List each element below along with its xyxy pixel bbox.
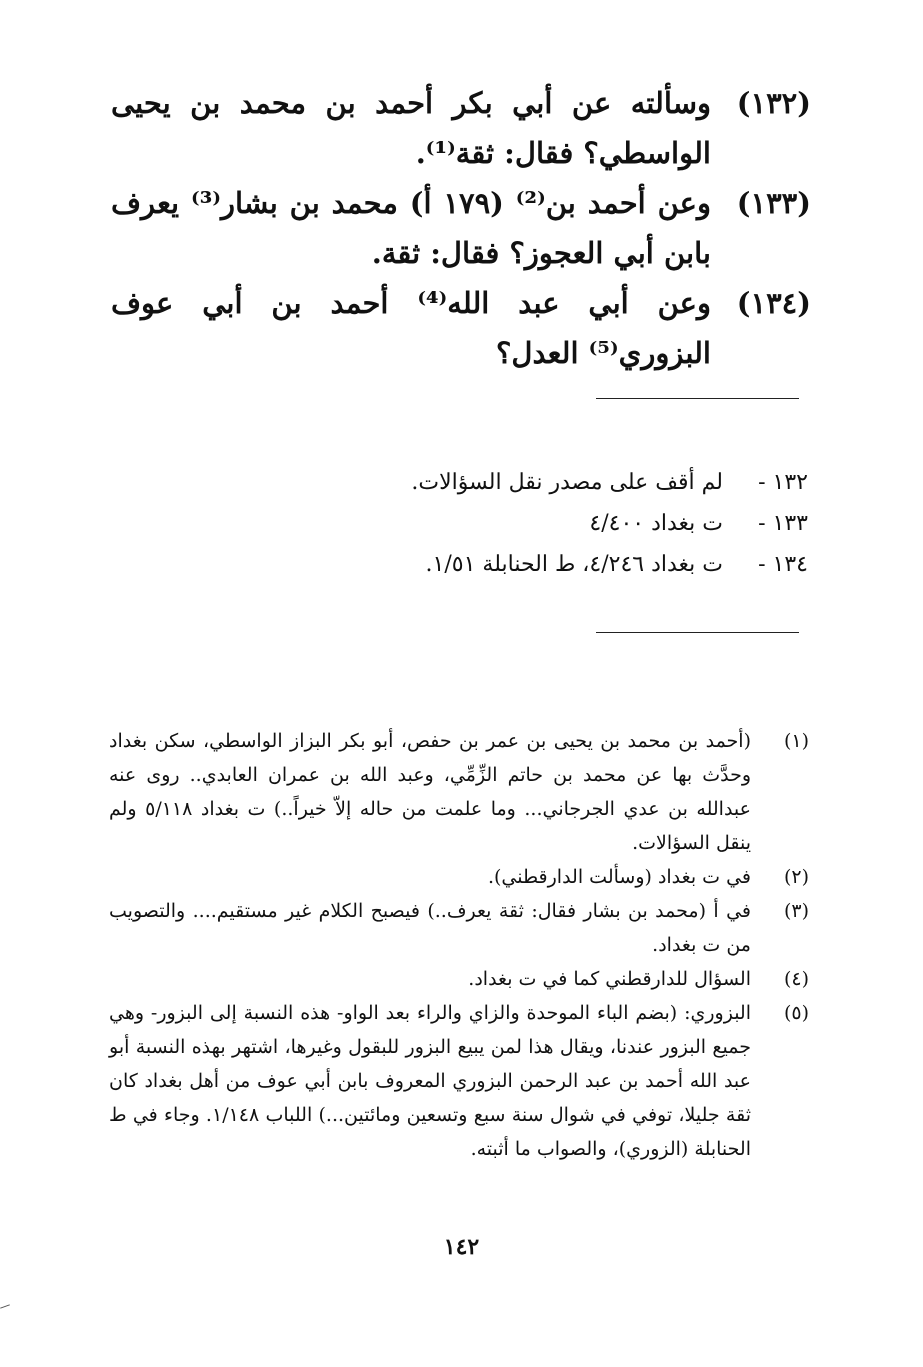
source-text: ت بغداد ٤/٤٠٠ xyxy=(589,511,723,536)
footnote-2 xyxy=(109,860,809,894)
footnote-divider xyxy=(596,632,799,633)
source-text: ت بغداد ٤/٢٤٦، ط الحنابلة ١/٥١. xyxy=(425,552,723,577)
entry-133 xyxy=(111,178,811,278)
entry-text: وعن أحمد بن⁽²⁾ (١٧٩ أ) محمد بن بشار⁽³⁾ يعرف بابن أبي العجوز؟ فقال: ثقة. xyxy=(111,186,711,270)
footnote-1 xyxy=(109,724,809,860)
entry-134 xyxy=(111,278,811,378)
entry-number: (١٣٤) xyxy=(736,286,811,320)
entry-text: وعن أبي عبد الله⁽⁴⁾ أحمد بن أبي عوف البزوري⁽⁵⁾ العدل؟ xyxy=(111,286,711,370)
footnote-number: (١) xyxy=(783,730,809,752)
footnote-number: (٣) xyxy=(783,900,809,922)
scan-artifact xyxy=(0,1304,10,1308)
footnote-3 xyxy=(109,894,809,962)
footnotes-list xyxy=(109,724,809,1166)
source-133 xyxy=(248,503,808,544)
footnote-number: (٤) xyxy=(783,968,809,990)
footnote-number: (٥) xyxy=(783,1002,809,1024)
section-divider xyxy=(596,398,799,399)
footnote-text: (أحمد بن محمد بن يحيى بن عمر بن حفص، أبو بكر البزاز الواسطي، سكن بغداد وحدَّث بها عن محمد بن حاتم الزِّمِّي، وعبد الله بن عمران العابدي.. روى عنه عبدالله بن عدي الجرجاني... وما علمت من حاله إلاّ خيراً..) ت بغداد ٥/١١٨ ولم ينقل السؤالات. xyxy=(109,730,751,854)
entry-number: (١٣٢) xyxy=(736,86,811,120)
page-number: ١٤٢ xyxy=(443,1234,480,1260)
entry-number: (١٣٣) xyxy=(736,186,811,220)
source-text: لم أقف على مصدر نقل السؤالات. xyxy=(411,470,723,495)
sources-list xyxy=(248,462,808,585)
source-132 xyxy=(248,462,808,503)
main-entries xyxy=(111,78,811,378)
source-number: ١٣٤ - xyxy=(758,552,808,577)
footnote-text: السؤال للدارقطني كما في ت بغداد. xyxy=(468,968,751,990)
footnote-5 xyxy=(109,996,809,1166)
footnote-text: البزوري: (بضم الباء الموحدة والزاي والراء بعد الواو- هذه النسبة إلى البزور- وهي جميع البزور عندنا، ويقال هذا لمن يبيع البزور للبقول وغيرها، اشتهر بهذه النسبة أبو عبد الله أحمد بن عبد الرحمن البزوري المعروف بابن أبي عوف من أهل بغداد كان ثقة جليلا، توفي في شوال سنة سبع وتسعين ومائتين...) اللباب ١/١٤٨. وجاء في ط الحنابلة (الزوري)، والصواب ما أثبته. xyxy=(109,1002,751,1160)
footnote-text: في ت بغداد (وسألت الدارقطني). xyxy=(487,866,751,888)
entry-text: وسألته عن أبي بكر أحمد بن محمد بن يحيى الواسطي؟ فقال: ثقة⁽¹⁾. xyxy=(111,86,711,170)
source-number: ١٣٣ - xyxy=(758,511,808,536)
footnote-4 xyxy=(109,962,809,996)
source-number: ١٣٢ - xyxy=(758,470,808,495)
footnote-number: (٢) xyxy=(783,866,809,888)
footnote-text: في أ (محمد بن بشار فقال: ثقة يعرف..) فيصبح الكلام غير مستقيم.... والتصويب من ت بغداد. xyxy=(109,900,751,956)
source-134 xyxy=(248,544,808,585)
entry-132 xyxy=(111,78,811,178)
